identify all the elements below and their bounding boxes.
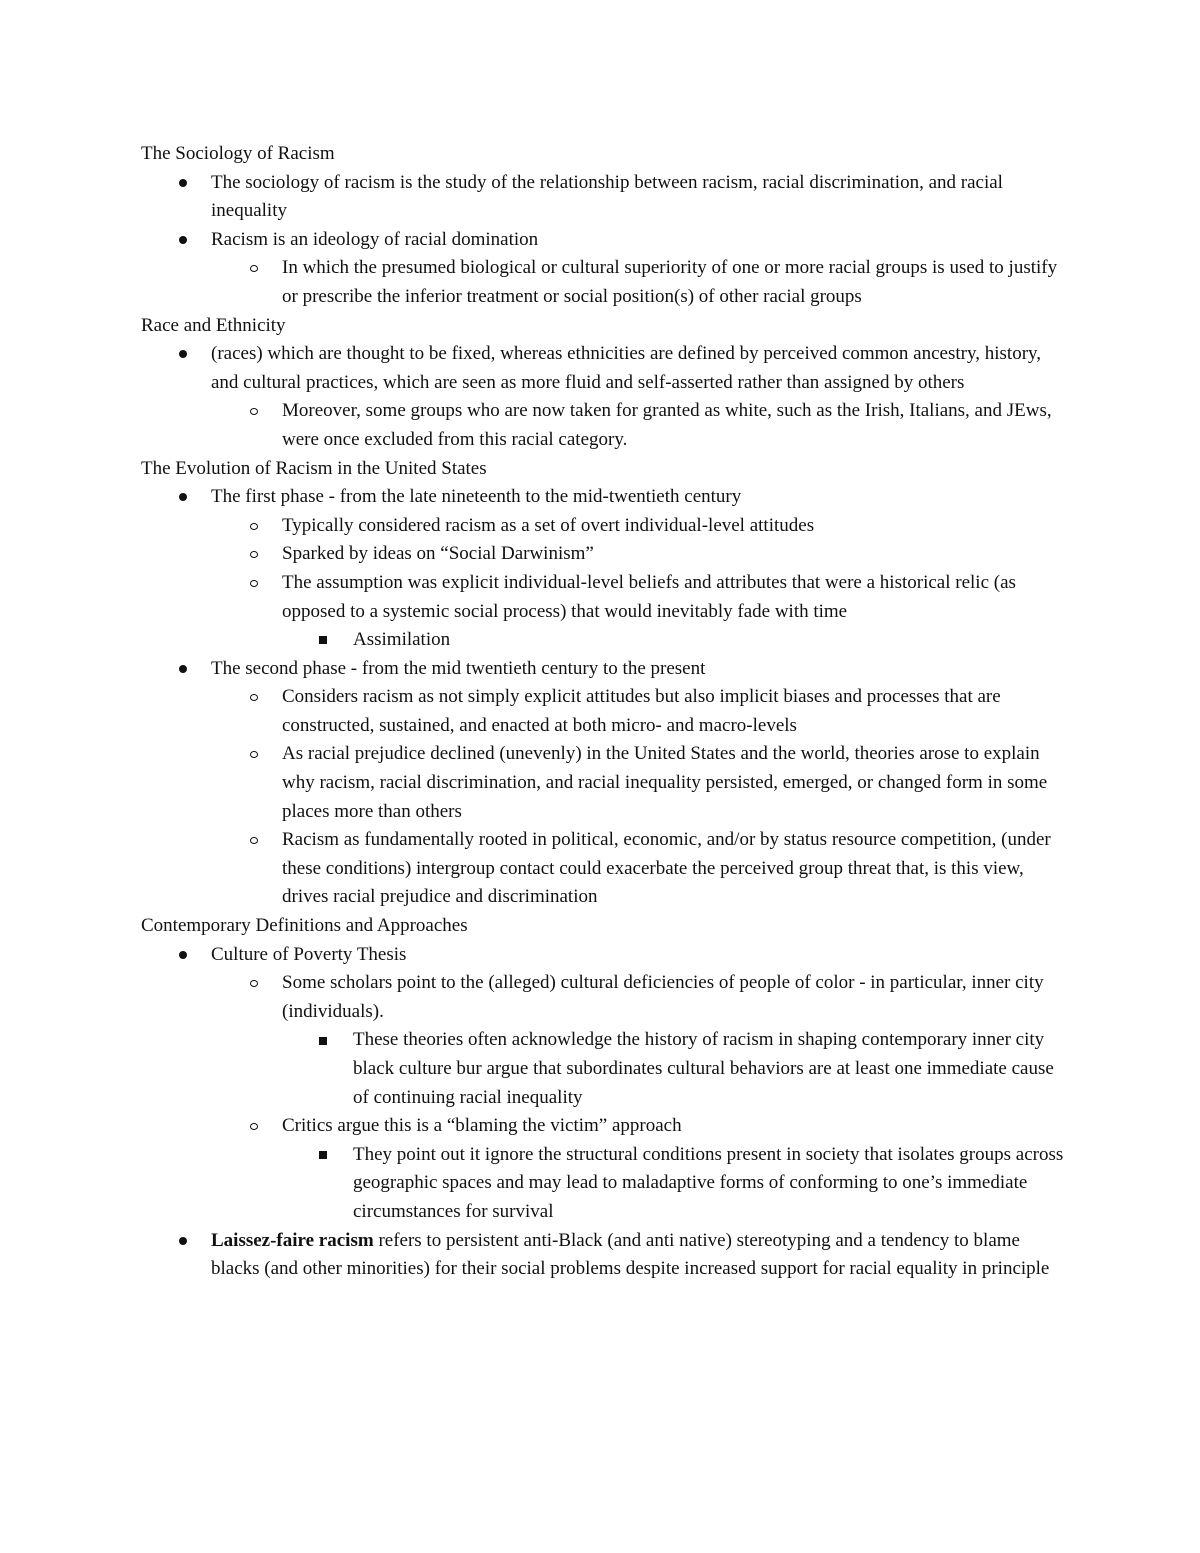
bullet-circle-icon [244,397,264,426]
bullet-text: The second phase - from the mid twentieth century to the present [211,657,706,679]
document-body [141,140,1071,1284]
bullet-text: These theories often acknowledge the history of racism in shaping contemporary inner city black culture bur argue that subordinates cultural behaviors are at least one immediate cause of continuing racial inequality [353,1029,1054,1108]
bullet-disc-icon [173,941,193,970]
bullet-text: Moreover, some groups who are now taken for granted as white, such as the Irish, Italians, and JEws, were once excluded from this racial category. [282,400,1052,450]
bullet-text: The assumption was explicit individual-level beliefs and attributes that were a historical relic (as opposed to a systemic social process) that would inevitably fade with time [282,571,1016,622]
bullet-disc-icon [173,655,193,684]
section-heading: The Sociology of Racism [141,143,335,164]
sub-bullet-item [141,740,1071,826]
bullet-square-icon [313,1141,333,1170]
bullet-text: As racial prejudice declined (unevenly) in the United States and the world, theories arose to explain why racism, racial discrimination, and racial inequality persisted, emerged, or changed form in some places more than others [282,743,1048,822]
bullet-circle-icon [244,969,264,998]
sub-bullet-item [141,683,1071,740]
bullet-circle-icon [244,1112,264,1141]
bullet-circle-icon [244,254,264,283]
bullet-text: Assimilation [353,629,451,651]
bold-term: Laissez-faire racism [211,1229,374,1251]
bullet-disc-icon [173,483,193,512]
bullet-text: Sparked by ideas on “Social Darwinism” [282,543,594,565]
bullet-circle-icon [244,740,264,769]
bullet-item [141,483,1071,512]
bullet-text: (races) which are thought to be fixed, whereas ethnicities are defined by perceived common ancestry, history, and cultural practices, which are seen as more fluid and self-asserted rather than assigned by others [211,343,1042,393]
bullet-square-icon [313,626,333,655]
sub-sub-bullet-item [141,1026,1071,1112]
bullet-item [141,655,1071,684]
bullet-item [141,169,1071,226]
sub-bullet-item [141,397,1071,454]
bullet-text: Racism as fundamentally rooted in political, economic, and/or by status resource competition, (under these conditions) intergroup contact could exacerbate the perceived group threat that, is this view, drives racial prejudice and discrimination [282,829,1051,908]
sub-sub-bullet-item [141,626,1071,655]
bullet-circle-icon [244,826,264,855]
bullet-circle-icon [244,683,264,712]
sub-bullet-item [141,540,1071,569]
bullet-circle-icon [244,540,264,569]
bullet-disc-icon [173,169,193,198]
section-heading: The Evolution of Racism in the United States [141,457,487,479]
bullet-item [141,1227,1071,1284]
bullet-text: Culture of Poverty Thesis [211,943,407,965]
bullet-disc-icon [173,1227,193,1256]
bullet-text: Critics argue this is a “blaming the victim” approach [282,1115,682,1137]
bullet-disc-icon [173,340,193,369]
bullet-text: Some scholars point to the (alleged) cultural deficiencies of people of color - in particular, inner city (individuals). [282,972,1044,1022]
bullet-text: The sociology of racism is the study of the relationship between racism, racial discrimination, and racial inequality [211,171,1003,222]
sub-bullet-item [141,826,1071,912]
bullet-circle-icon [244,569,264,598]
bullet-text: In which the presumed biological or cultural superiority of one or more racial groups is used to justify or prescribe the inferior treatment or social position(s) of other racial groups [282,257,1058,307]
bullet-text: The first phase - from the late nineteenth to the mid-twentieth century [211,486,742,508]
sub-bullet-item [141,1112,1071,1141]
bullet-text: Typically considered racism as a set of overt individual-level attitudes [282,514,815,536]
bullet-text: Racism is an ideology of racial domination [211,228,539,250]
bullet-text: refers to persistent anti-Black (and anti native) stereotyping and a tendency to blame blacks (and other minorities) for their social problems despite increased support for racial equality in principle [211,1229,1050,1280]
section-heading: Contemporary Definitions and Approaches [141,915,468,937]
sub-bullet-item [141,569,1071,626]
bullet-item [141,226,1071,255]
bullet-item [141,941,1071,970]
bullet-square-icon [313,1026,333,1055]
bullet-circle-icon [244,512,264,541]
sub-bullet-item [141,512,1071,541]
bullet-disc-icon [173,226,193,255]
sub-bullet-item [141,969,1071,1026]
bullet-text: They point out it ignore the structural conditions present in society that isolates groups across geographic spaces and may lead to maladaptive forms of conforming to one’s immediate circumstances for survival [353,1143,1064,1222]
section-heading: Race and Ethnicity [141,314,286,336]
bullet-text: Considers racism as not simply explicit attitudes but also implicit biases and processes that are constructed, sustained, and enacted at both micro- and macro-levels [282,686,1001,736]
sub-bullet-item [141,254,1071,311]
bullet-item [141,340,1071,397]
sub-sub-bullet-item [141,1141,1071,1227]
